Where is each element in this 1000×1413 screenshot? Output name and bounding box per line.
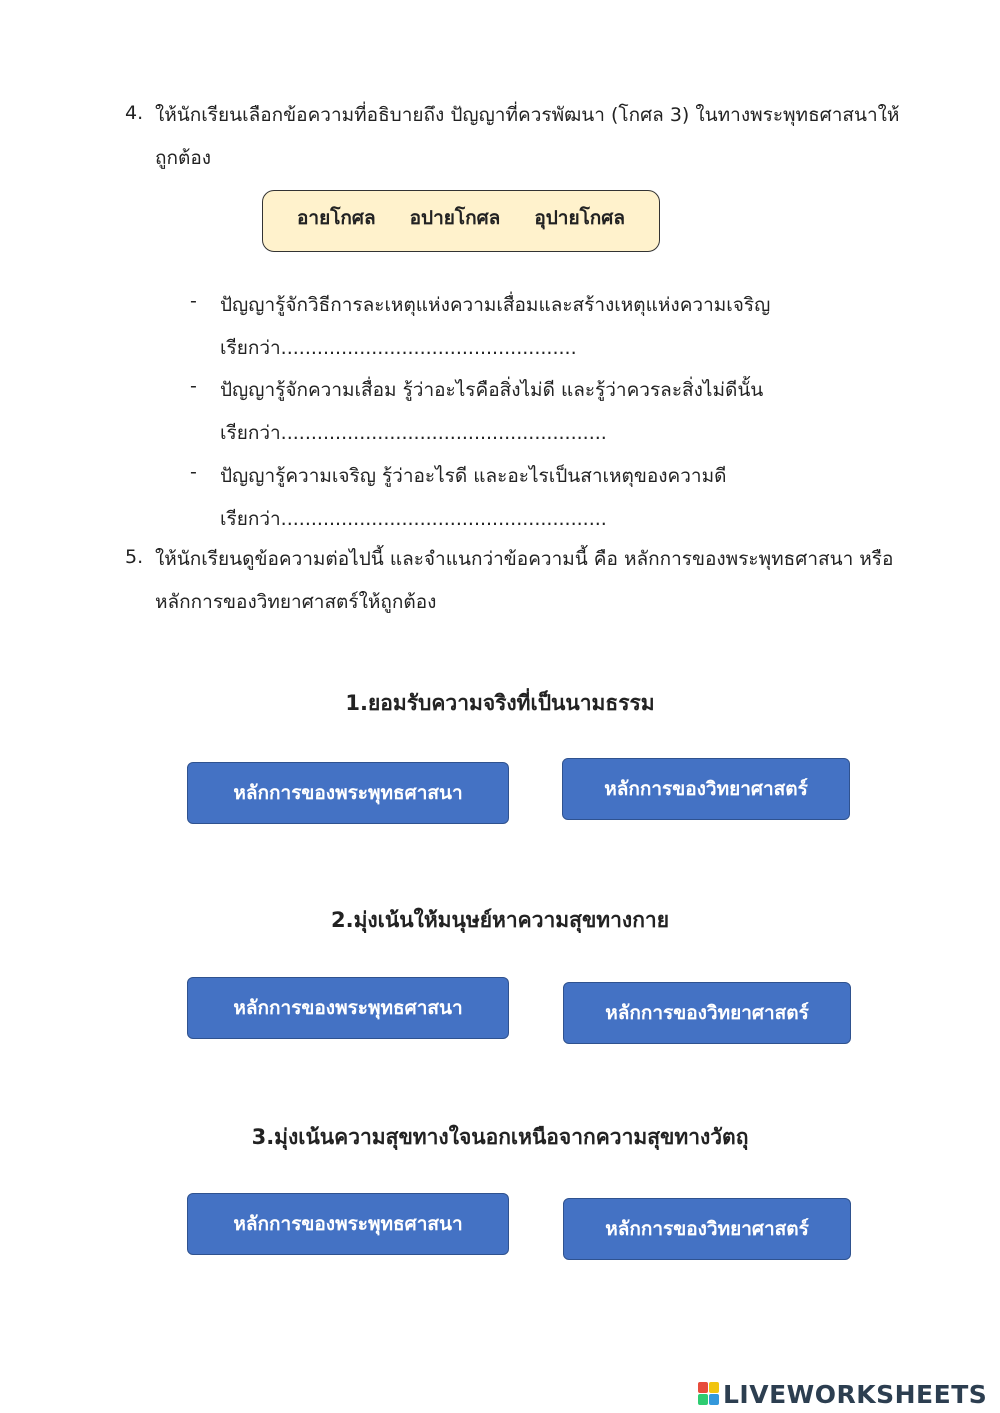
statement-2: 2.มุ่งเน้นให้มนุษย์หาความสุขทางกาย	[331, 908, 669, 932]
liveworksheets-logo-icon	[698, 1382, 720, 1406]
statement-2-science-button[interactable]: หลักการของวิทยาศาสตร์	[563, 982, 851, 1044]
list-bullet: -	[190, 375, 197, 397]
q4-item-1-text: ปัญญารู้จักวิธีการละเหตุแห่งความเสื่อมและสร้างเหตุแห่งความเจริญ	[220, 294, 771, 316]
statement-1-science-button[interactable]: หลักการของวิทยาศาสตร์	[562, 758, 850, 820]
q4-item-1-answer-blank[interactable]: เรียกว่า.................................................	[220, 337, 577, 359]
q4-item-3-answer-blank[interactable]: เรียกว่า......................................................	[220, 508, 607, 530]
list-bullet: -	[190, 290, 197, 312]
statement-3-buddhism-button[interactable]: หลักการของพระพุทธศาสนา	[187, 1193, 509, 1255]
statement-2-buddhism-button[interactable]: หลักการของพระพุทธศาสนา	[187, 977, 509, 1039]
statement-3-science-button[interactable]: หลักการของวิทยาศาสตร์	[563, 1198, 851, 1260]
statement-1-buddhism-button[interactable]: หลักการของพระพุทธศาสนา	[187, 762, 509, 824]
word-bank-term: อายโกศล	[296, 207, 376, 229]
liveworksheets-logo	[698, 1378, 987, 1410]
q4-item-2-answer-blank[interactable]: เรียกว่า......................................................	[220, 422, 607, 444]
question-4-text-line1: ให้นักเรียนเลือกข้อความที่อธิบายถึง ปัญญาที่ควรพัฒนา (โกศล 3) ในทางพระพุทธศาสนาให้	[155, 104, 900, 126]
question-5-text-line1: ให้นักเรียนดูข้อความต่อไปนี้ และจำแนกว่าข้อความนี้ คือ หลักการของพระพุทธศาสนา หรือ	[155, 548, 894, 570]
logo-text: LIVEWORKSHEETS	[723, 1379, 988, 1409]
list-bullet: -	[190, 461, 197, 483]
word-bank	[262, 190, 660, 252]
question-4-text-line2: ถูกต้อง	[155, 147, 212, 169]
question-4-number: 4.	[125, 102, 144, 124]
statement-1: 1.ยอมรับความจริงที่เป็นนามธรรม	[345, 691, 655, 715]
word-bank-term: อุปายโกศล	[534, 207, 625, 229]
question-5-number: 5.	[125, 546, 144, 568]
q4-item-2-text: ปัญญารู้จักความเสื่อม รู้ว่าอะไรคือสิ่งไม่ดี และรู้ว่าควรละสิ่งไม่ดีนั้น	[220, 379, 764, 401]
word-bank-term: อปายโกศล	[409, 207, 501, 229]
statement-3: 3.มุ่งเน้นความสุขทางใจนอกเหนือจากความสุขทางวัตถุ	[251, 1125, 749, 1149]
q4-item-3-text: ปัญญารู้ความเจริญ รู้ว่าอะไรดี และอะไรเป็นสาเหตุของความดี	[220, 465, 727, 487]
question-5-text-line2: หลักการของวิทยาศาสตร์ให้ถูกต้อง	[155, 591, 437, 613]
